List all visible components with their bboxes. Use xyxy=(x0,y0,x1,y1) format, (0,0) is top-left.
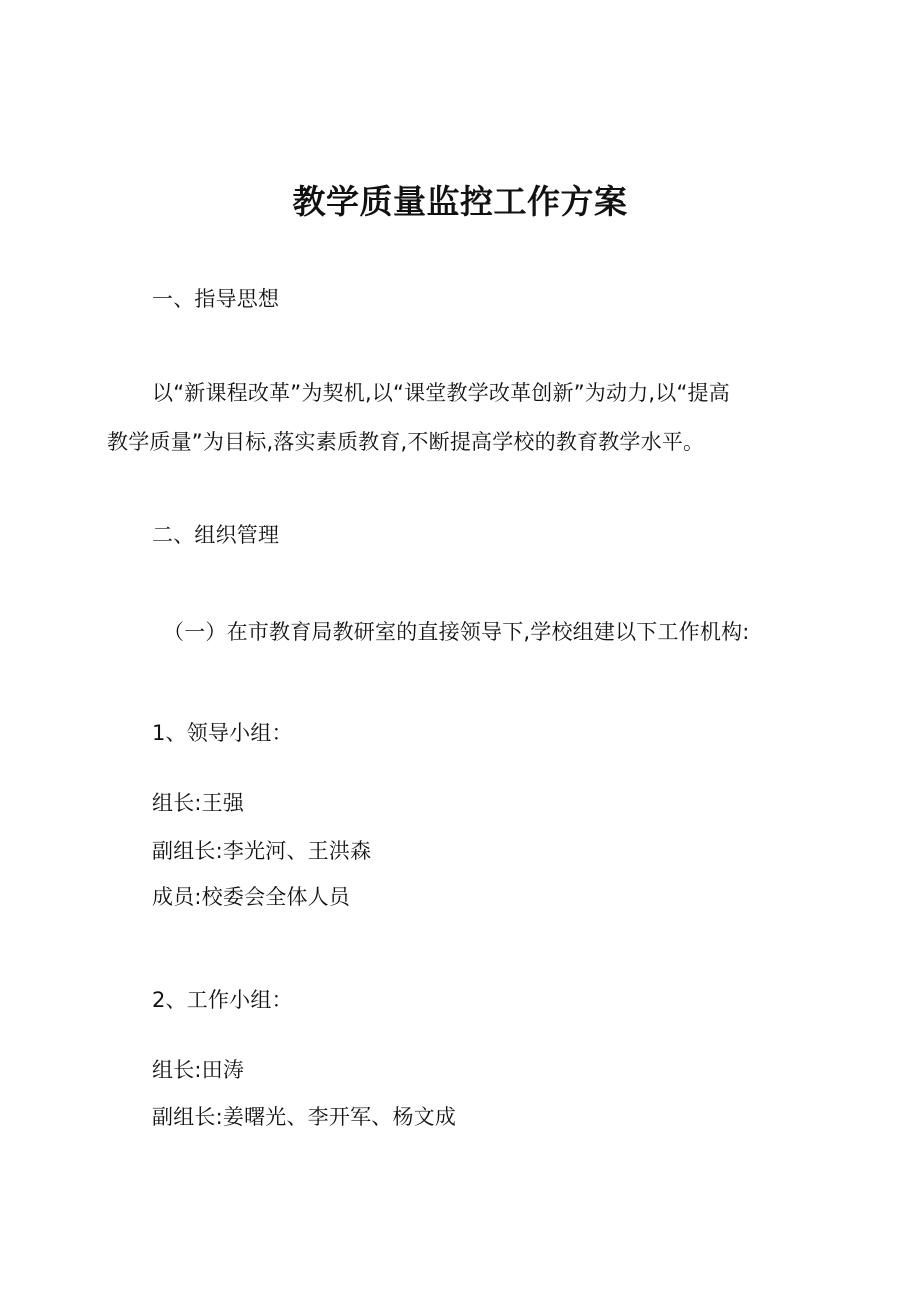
leadership-group-heading: 1、领导小组： xyxy=(152,721,293,745)
leadership-group-leader: 组长:王强 xyxy=(152,791,245,815)
section-2-heading: 二、组织管理 xyxy=(152,523,280,547)
section-2-subsection-1: （一）在市教育局教研室的直接领导下,学校组建以下工作机构: xyxy=(163,620,750,644)
section-1-heading: 一、指导思想 xyxy=(152,287,280,311)
section-1-paragraph-line-2: 教学质量”为目标,落实素质教育,不断提高学校的教育教学水平。 xyxy=(107,430,705,454)
working-group-leader: 组长:田涛 xyxy=(152,1058,245,1082)
leadership-group-vice-leader: 副组长:李光河、王洪森 xyxy=(152,839,372,863)
section-1-paragraph-line-1: 以“新课程改革”为契机,以“课堂教学改革创新”为动力,以“提高 xyxy=(152,381,730,405)
document-title: 教学质量监控工作方案 xyxy=(292,182,628,221)
working-group-vice-leader: 副组长:姜曙光、李开军、杨文成 xyxy=(152,1105,457,1129)
working-group-heading: 2、工作小组： xyxy=(152,988,293,1012)
leadership-group-members: 成员:校委会全体人员 xyxy=(152,885,351,909)
